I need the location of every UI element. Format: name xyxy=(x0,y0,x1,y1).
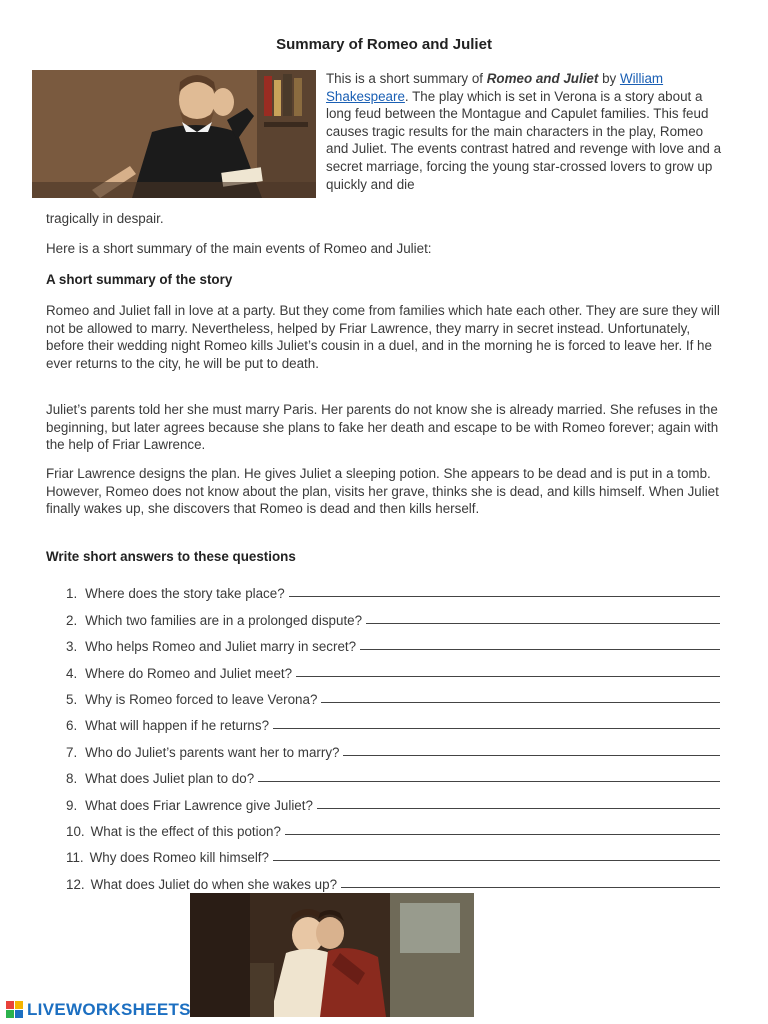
question-text: Why does Romeo kill himself? xyxy=(89,850,269,866)
question-number: 10. xyxy=(66,823,85,839)
answer-line[interactable] xyxy=(360,648,720,650)
question-item xyxy=(66,707,726,733)
answer-line[interactable] xyxy=(273,727,720,729)
intro-body: . The play which is set in Verona is a story about a long feud between the Montague and Capulet families. This feud causes tragic results for the main characters in the play, Romeo and Juliet. The events contrast hatred and revenge with love and a secret marriage, forcing the young star-crossed lovers to grow up quickly and die xyxy=(326,88,722,192)
question-item xyxy=(66,760,726,786)
question-item xyxy=(66,786,726,812)
shakespeare-portrait-image xyxy=(32,70,316,198)
answer-line[interactable] xyxy=(343,754,720,756)
answer-line[interactable] xyxy=(289,595,720,597)
question-text: What does Juliet plan to do? xyxy=(85,771,255,787)
question-number: 9. xyxy=(66,797,78,813)
answer-line[interactable] xyxy=(321,701,720,703)
question-text: Why is Romeo forced to leave Verona? xyxy=(85,691,318,707)
question-item xyxy=(66,839,726,865)
question-text: Who helps Romeo and Juliet marry in secret? xyxy=(85,639,357,655)
questions-list xyxy=(66,575,726,892)
question-number: 1. xyxy=(66,586,78,602)
question-text: Which two families are in a prolonged dispute? xyxy=(85,612,363,628)
question-item xyxy=(66,654,726,680)
question-item xyxy=(66,601,726,627)
question-text: Where do Romeo and Juliet meet? xyxy=(85,665,293,681)
question-text: Where does the story take place? xyxy=(85,586,285,602)
question-item xyxy=(66,865,726,891)
page-title: Summary of Romeo and Juliet xyxy=(276,36,492,53)
intro-by: by xyxy=(598,71,620,86)
liveworksheets-logo xyxy=(6,1000,191,1020)
intro-lead: This is a short summary of xyxy=(326,71,487,86)
question-item xyxy=(66,681,726,707)
question-number: 2. xyxy=(66,612,78,628)
intro-paragraph xyxy=(326,70,726,193)
question-item xyxy=(66,628,726,654)
question-number: 8. xyxy=(66,771,78,787)
liveworksheets-logo-icon xyxy=(6,1001,24,1019)
question-text: What will happen if he returns? xyxy=(85,718,270,734)
logo-text: LIVEWORKSHEETS xyxy=(27,1000,191,1019)
question-text: What is the effect of this potion? xyxy=(90,823,281,839)
story-paragraph-2: Juliet’s parents told her she must marry Paris. Her parents do not know she is already married. She refuses in the beginning, but later agrees because she plans to fake her death and escape to be with Romeo forever; again with the help of Friar Lawrence. xyxy=(46,402,719,453)
question-text: What does Juliet do when she wakes up? xyxy=(90,876,338,892)
question-number: 5. xyxy=(66,691,78,707)
question-number: 4. xyxy=(66,665,78,681)
story-paragraph-1: Romeo and Juliet fall in love at a party. But they come from families which hate each other. They are sure they will not be allowed to marry. Nevertheless, helped by Friar Lawrence, they marry in secret instead. Unfortunately, before their wedding night Romeo kills Juliet’s cousin in a duel, and in the morning he is forced to leave her. If he ever returns to the city, he will be put to death. xyxy=(46,303,720,371)
story-paragraph-3: Friar Lawrence designs the plan. He gives Juliet a sleeping potion. She appears to be dead and is put in a tomb. However, Romeo does not know about the plan, visits her grave, thinks she is dead, and kills himself. When Juliet finally wakes up, she discovers that Romeo is dead and then kills herself. xyxy=(46,466,719,517)
question-item xyxy=(66,813,726,839)
questions-heading: Write short answers to these questions xyxy=(46,549,296,564)
answer-line[interactable] xyxy=(273,859,720,861)
question-number: 3. xyxy=(66,639,78,655)
intro-tail: tragically in despair. xyxy=(46,211,164,226)
answer-line[interactable] xyxy=(341,886,720,888)
question-item xyxy=(66,575,726,601)
answer-line[interactable] xyxy=(296,675,720,677)
question-text: Who do Juliet’s parents want her to marry? xyxy=(85,744,340,760)
story-heading: A short summary of the story xyxy=(46,272,233,287)
answer-line[interactable] xyxy=(366,622,720,624)
question-number: 12. xyxy=(66,876,85,892)
question-number: 7. xyxy=(66,744,78,760)
answer-line[interactable] xyxy=(285,833,720,835)
main-events-intro: Here is a short summary of the main events of Romeo and Juliet: xyxy=(46,241,432,256)
question-item xyxy=(66,733,726,759)
question-number: 11. xyxy=(66,850,84,866)
answer-line[interactable] xyxy=(258,780,720,782)
romeo-juliet-painting-image xyxy=(190,893,474,1017)
question-text: What does Friar Lawrence give Juliet? xyxy=(85,797,313,813)
answer-line[interactable] xyxy=(317,807,720,809)
question-number: 6. xyxy=(66,718,78,734)
author-link[interactable]: William Shakespeare xyxy=(326,71,664,104)
work-title: Romeo and Juliet xyxy=(486,71,599,86)
